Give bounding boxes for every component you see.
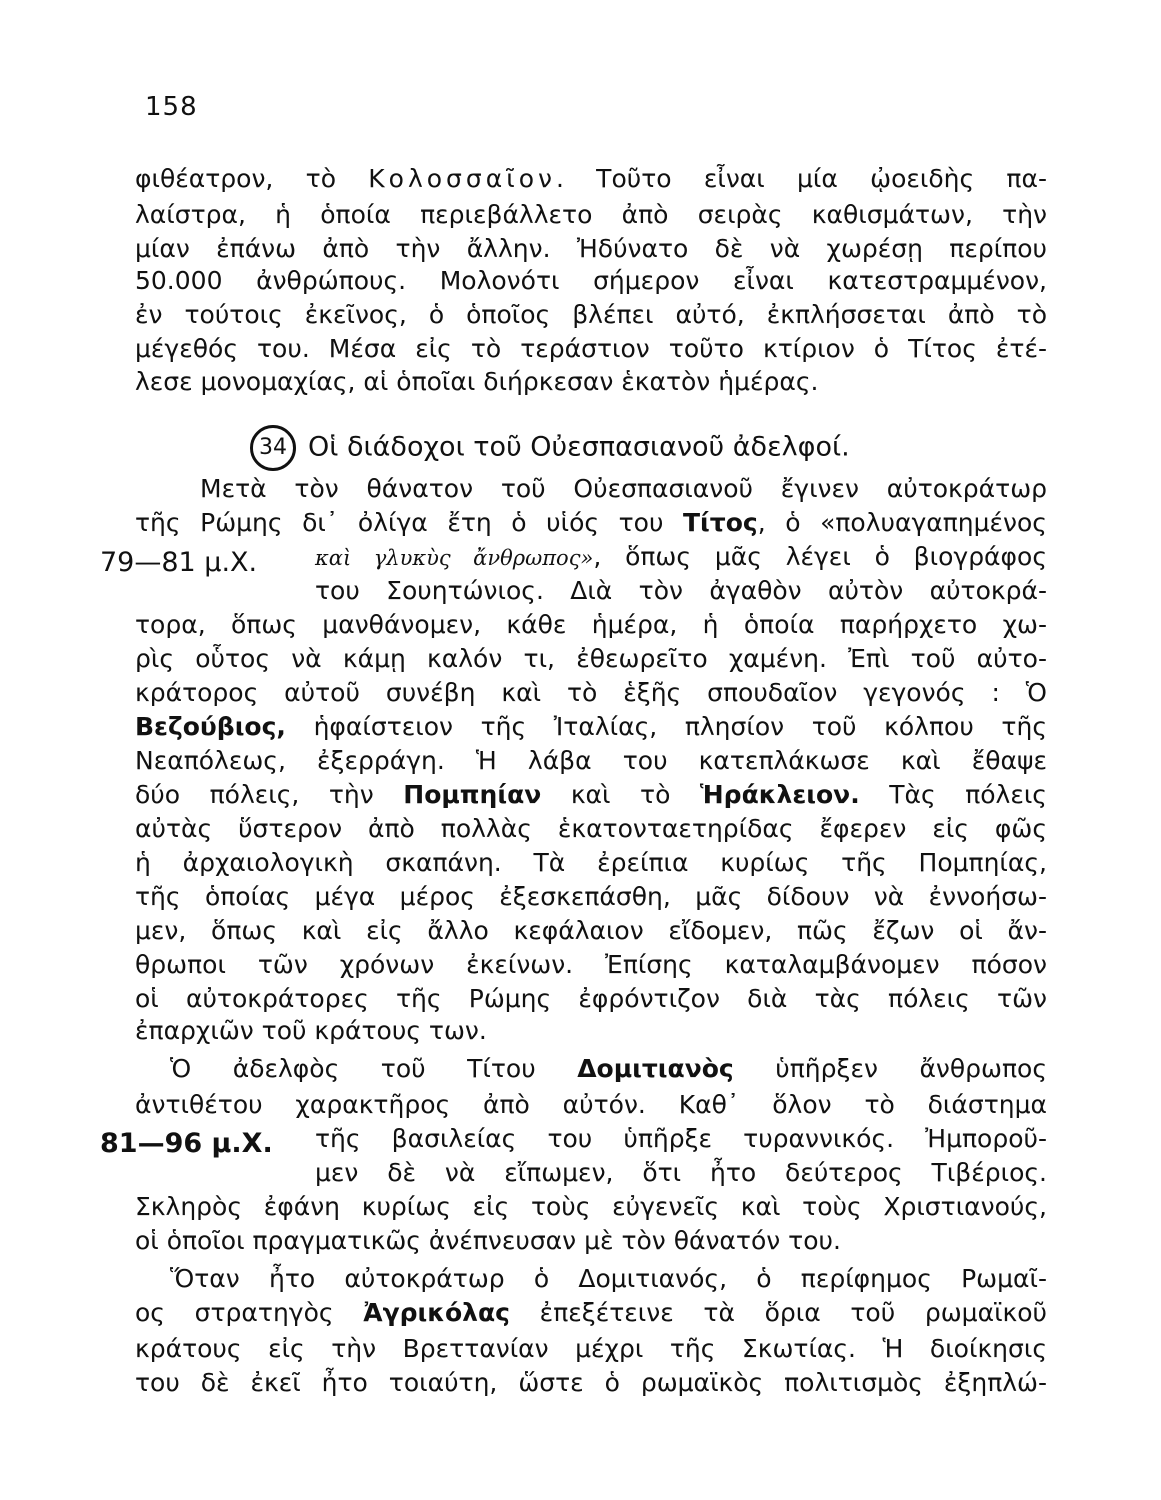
quote-text: καὶ γλυκὺς ἄνθρωπος»: [315, 546, 594, 570]
text-line: ρὶς οὗτος νὰ κάμῃ καλόν τι, ἐθεωρεῖτο χαμένη. Ἐπὶ τοῦ αὐτο-: [135, 644, 1047, 673]
text-line: λαίστρα, ἡ ὁποία περιεβάλλετο ἀπὸ σειρὰς καθισμάτων, τὴν: [135, 200, 1047, 229]
page-number: 158: [145, 92, 198, 122]
section-title: Οἱ διάδοχοι τοῦ Οὐεσπασιανοῦ ἀδελφοί.: [308, 431, 850, 463]
text-line: φιθέατρον, τὸ Κολοσσαῖον. Τοῦτο εἶναι μία ᾠοειδὴς πα-: [135, 164, 1047, 193]
text-line: Νεαπόλεως, ἐξερράγη. Ἡ λάβα του κατεπλάκωσε καὶ ἔθαψε: [135, 746, 1047, 775]
section-heading: [250, 425, 850, 471]
text-line: μεν δὲ νὰ εἴπωμεν, ὅτι ἦτο δεύτερος Τιβέριος.: [315, 1158, 1047, 1187]
text-line: ος στρατηγὸς Ἀγρικόλας ἐπεξέτεινε τὰ ὅρια τοῦ ρωμαϊκοῦ: [135, 1298, 1048, 1327]
text-line: μεν, ὅπως καὶ εἰς ἄλλο κεφάλαιον εἴδομεν, πῶς ἔζων οἱ ἄν-: [135, 916, 1047, 945]
text-line: ἡ ἀρχαιολογικὴ σκαπάνη. Τὰ ἐρείπια κυρίως τῆς Πομπηίας,: [135, 848, 1047, 877]
name-vesuvius: Βεζούβιος,: [135, 712, 286, 741]
text-line: μίαν ἐπάνω ἀπὸ τὴν ἄλλην. Ἠδύνατο δὲ νὰ χωρέσῃ περίπου: [135, 234, 1047, 263]
name-agricola: Ἀγρικόλας: [363, 1298, 510, 1327]
text-line: αὐτὰς ὕστερον ἀπὸ πολλὰς ἑκατονταετηρίδας ἔφερεν εἰς φῶς: [135, 814, 1047, 843]
margin-date: 79—81 μ.Χ.: [100, 547, 258, 578]
text-line: του δὲ ἐκεῖ ἦτο τοιαύτη, ὥστε ὁ ρωμαϊκὸς πολιτισμὸς ἐξηπλώ-: [135, 1368, 1047, 1397]
text-line: λεσε μονομαχίας, αἱ ὁποῖαι διήρκεσαν ἑκατὸν ἡμέρας.: [135, 367, 819, 396]
text-line: ἐν τούτοις ἐκεῖνος, ὁ ὁποῖος βλέπει αὐτό, ἐκπλήσσεται ἀπὸ τὸ: [135, 300, 1047, 329]
name-titos: Τίτος: [682, 508, 758, 537]
text-line: Μετὰ τὸν θάνατον τοῦ Οὐεσπασιανοῦ ἔγινεν αὐτοκράτωρ: [200, 474, 1047, 503]
text-line: μέγεθός του. Μέσα εἰς τὸ τεράστιον τοῦτο κτίριον ὁ Τίτος ἐτέ-: [135, 334, 1047, 363]
text-line: τορα, ὅπως μανθάνομεν, κάθε ἡμέρα, ἡ ὁποία παρήρχετο χω-: [135, 610, 1047, 639]
text-line: 50.000 ἀνθρώπους. Μολονότι σήμερον εἶναι κατεστραμμένον,: [135, 266, 1047, 295]
name-domitian: Δομιτιανὸς: [577, 1054, 734, 1083]
emphasized-word: Κολοσσαῖον: [368, 164, 556, 193]
text-line: ἐπαρχιῶν τοῦ κράτους των.: [135, 1016, 487, 1045]
text-line: Ὁ ἀδελφὸς τοῦ Τίτου Δομιτιανὸς ὑπῆρξεν ἄνθρωπος: [170, 1054, 1048, 1083]
text-line: θρωποι τῶν χρόνων ἐκείνων. Ἐπίσης καταλαμβάνομεν πόσον: [135, 950, 1047, 979]
text-line: ἀντιθέτου χαρακτῆρος ἀπὸ αὐτόν. Καθ᾽ ὅλον τὸ διάστημα: [135, 1090, 1047, 1119]
section-number: 34: [250, 425, 296, 471]
text-line: δύο πόλεις, τὴν Πομπηίαν καὶ τὸ Ἡράκλειον. Τὰς πόλεις: [135, 780, 1047, 809]
text-line: Βεζούβιος, ἡφαίστειον τῆς Ἰταλίας, πλησίον τοῦ κόλπου τῆς: [135, 712, 1047, 741]
text-line: Ὅταν ἦτο αὐτοκράτωρ ὁ Δομιτιανός, ὁ περίφημος Ρωμαῖ-: [170, 1264, 1047, 1293]
margin-date: 81—96 μ.Χ.: [100, 1128, 273, 1159]
name-herculaneum: Ἡράκλειον.: [699, 780, 860, 809]
text-line: τῆς ὁποίας μέγα μέρος ἐξεσκεπάσθη, μᾶς δίδουν νὰ ἐννοήσω-: [135, 882, 1047, 911]
text-line: καὶ γλυκὺς ἄνθρωπος», ὅπως μᾶς λέγει ὁ βιογράφος: [315, 542, 1047, 571]
text-line: τῆς βασιλείας του ὑπῆρξε τυραννικός. Ἠμποροῦ-: [315, 1124, 1047, 1153]
text-line: του Σουητώνιος. Διὰ τὸν ἀγαθὸν αὐτὸν αὐτοκρά-: [315, 576, 1047, 605]
text-line: οἱ ὁποῖοι πραγματικῶς ἀνέπνευσαν μὲ τὸν θάνατόν του.: [135, 1226, 841, 1255]
name-pompeii: Πομπηίαν: [403, 780, 542, 809]
text-line: κράτους εἰς τὴν Βρεττανίαν μέχρι τῆς Σκωτίας. Ἡ διοίκησις: [135, 1334, 1047, 1363]
text-line: οἱ αὐτοκράτορες τῆς Ρώμης ἐφρόντιζον διὰ τὰς πόλεις τῶν: [135, 984, 1047, 1013]
text-line: Σκληρὸς ἐφάνη κυρίως εἰς τοὺς εὐγενεῖς καὶ τοὺς Χριστιανούς,: [135, 1192, 1047, 1221]
text-line: τῆς Ρώμης δι᾽ ὀλίγα ἔτη ὁ υἱός του Τίτος, ὁ «πολυαγαπημένος: [135, 508, 1047, 537]
text-line: κράτορος αὐτοῦ συνέβη καὶ τὸ ἑξῆς σπουδαῖον γεγονός : Ὁ: [135, 678, 1047, 707]
